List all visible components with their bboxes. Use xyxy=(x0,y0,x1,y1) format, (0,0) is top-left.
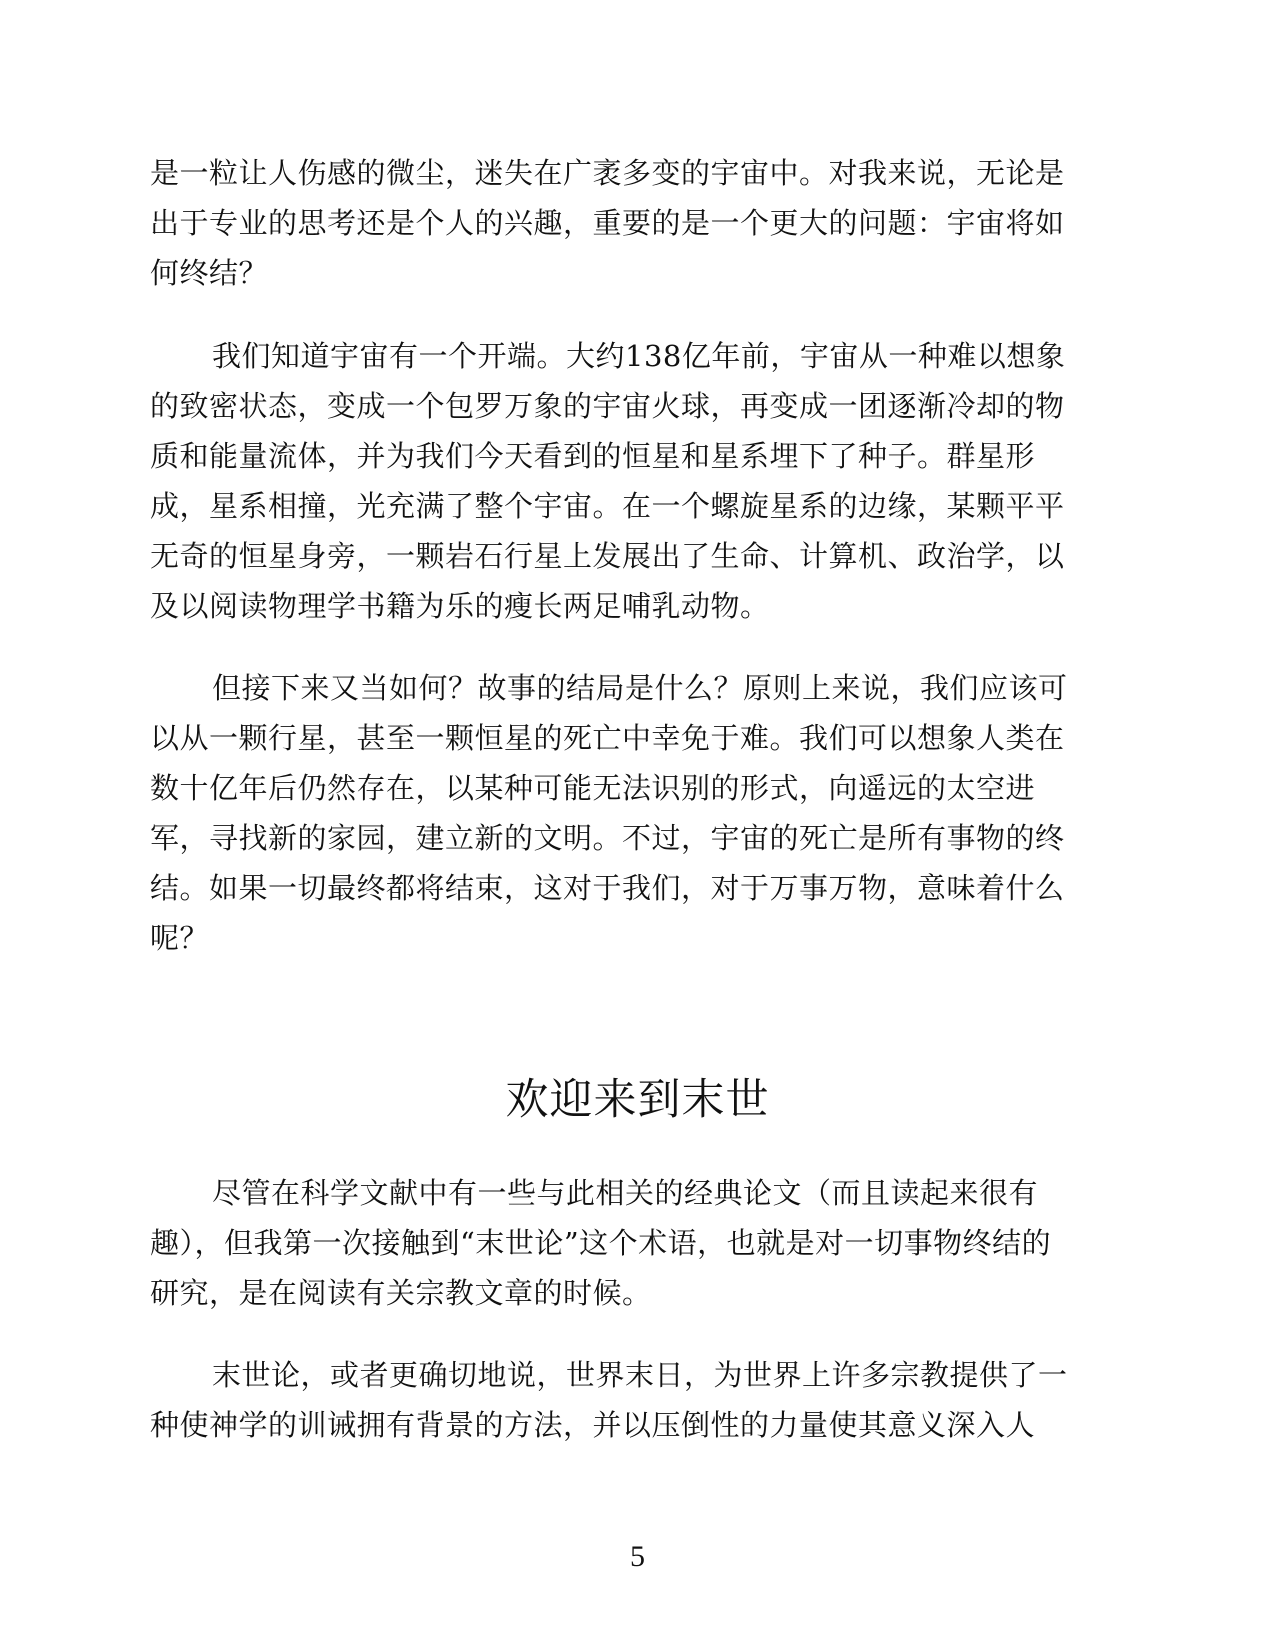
paragraph-line: 但接下来又当如何？故事的结局是什么？原则上来说，我们应该可 xyxy=(212,671,1068,705)
paragraph-line: 数十亿年后仍然存在，以某种可能无法识别的形式，向遥远的太空进 xyxy=(150,771,1036,805)
paragraph-line: 出于专业的思考还是个人的兴趣，重要的是一个更大的问题：宇宙将如 xyxy=(150,206,1065,240)
paragraph-line: 呢？ xyxy=(150,921,210,955)
paragraph-line: 末世论，或者更确切地说，世界末日，为世界上许多宗教提供了一 xyxy=(212,1358,1068,1392)
paragraph-line: 趣），但我第一次接触到“末世论”这个术语，也就是对一切事物终结的 xyxy=(150,1226,1052,1260)
paragraph-4 xyxy=(150,1168,1125,1318)
paragraph-line: 无奇的恒星身旁，一颗岩石行星上发展出了生命、计算机、政治学，以 xyxy=(150,539,1065,573)
paragraph-line: 是一粒让人伤感的微尘，迷失在广袤多变的宇宙中。对我来说，无论是 xyxy=(150,156,1065,190)
paragraph-line: 及以阅读物理学书籍为乐的瘦长两足哺乳动物。 xyxy=(150,589,770,623)
paragraph-line: 我们知道宇宙有一个开端。大约138亿年前，宇宙从一种难以想象 xyxy=(212,339,1066,373)
paragraph-line: 尽管在科学文献中有一些与此相关的经典论文（而且读起来很有 xyxy=(212,1176,1039,1210)
paragraph-3 xyxy=(150,663,1125,963)
paragraph-line: 研究，是在阅读有关宗教文章的时候。 xyxy=(150,1276,652,1310)
paragraph-line: 以从一颗行星，甚至一颗恒星的死亡中幸免于难。我们可以想象人类在 xyxy=(150,721,1065,755)
section-heading: 欢迎来到末世 xyxy=(505,1075,770,1125)
paragraph-1 xyxy=(150,148,1125,298)
paragraph-5 xyxy=(150,1350,1125,1450)
paragraph-line: 何终结？ xyxy=(150,256,269,290)
page-number: 5 xyxy=(630,1540,645,1573)
paragraph-line: 军，寻找新的家园，建立新的文明。不过，宇宙的死亡是所有事物的终 xyxy=(150,821,1065,855)
paragraph-line: 成，星系相撞，光充满了整个宇宙。在一个螺旋星系的边缘，某颗平平 xyxy=(150,489,1065,523)
paragraph-line: 种使神学的训诫拥有背景的方法，并以压倒性的力量使其意义深入人 xyxy=(150,1408,1036,1442)
paragraph-line: 质和能量流体，并为我们今天看到的恒星和星系埋下了种子。群星形 xyxy=(150,439,1036,473)
paragraph-line: 结。如果一切最终都将结束，这对于我们，对于万事万物，意味着什么 xyxy=(150,871,1065,905)
paragraph-line: 的致密状态，变成一个包罗万象的宇宙火球，再变成一团逐渐冷却的物 xyxy=(150,389,1065,423)
paragraph-2 xyxy=(150,331,1125,631)
